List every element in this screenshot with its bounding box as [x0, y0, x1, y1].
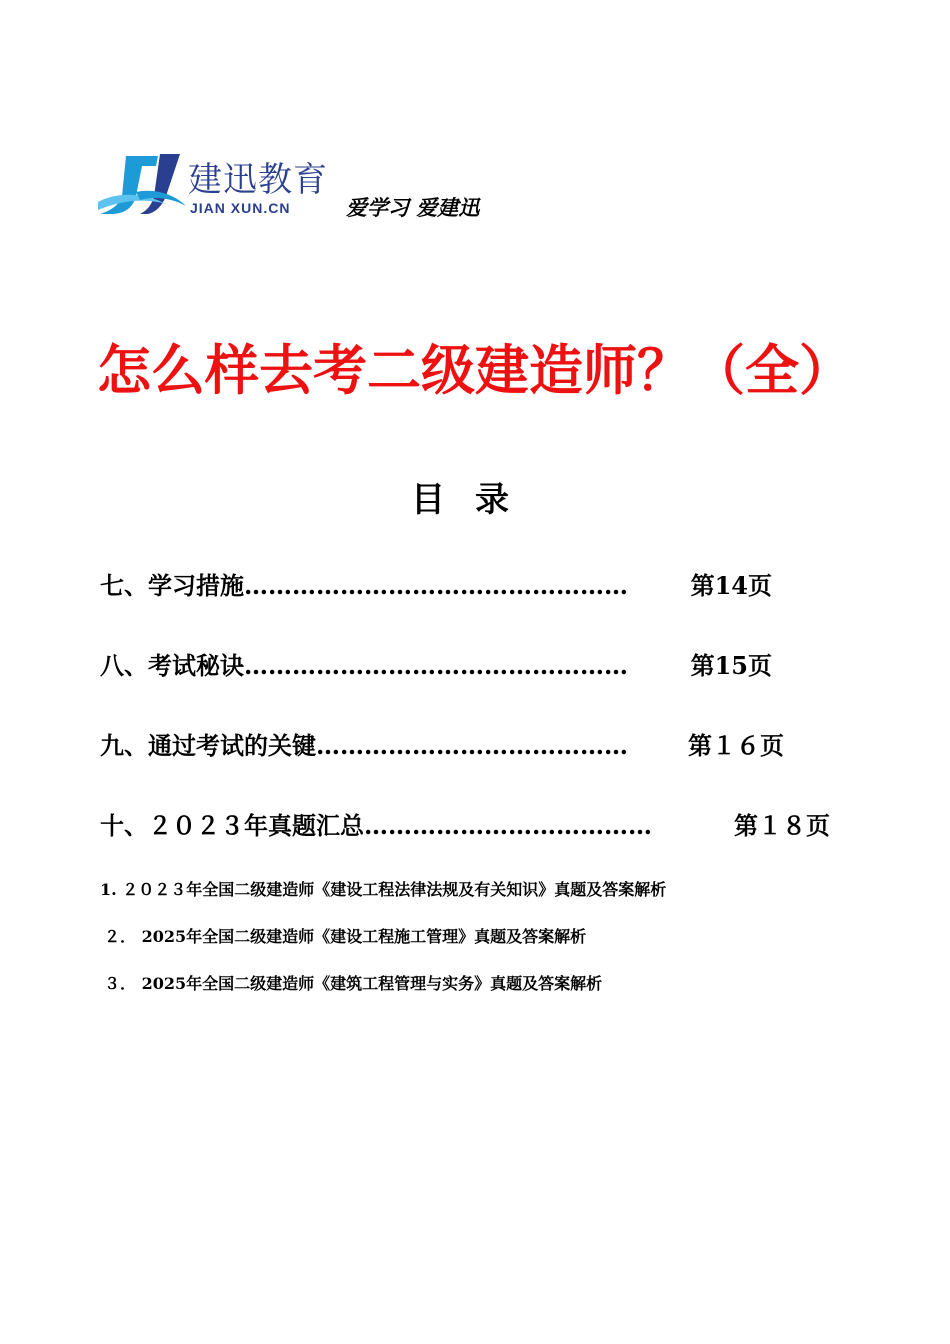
toc-entry-label: 十、２０２３年真题汇总	[100, 811, 364, 840]
toc-entry-page: 第15页	[690, 651, 772, 680]
toc-entry-page: 第１８页	[734, 811, 830, 840]
toc-entry-label: 八、考试秘诀	[100, 651, 244, 680]
toc-sub-entry[interactable]: ２． 2025年全国二级建造师《建设工程施工管理》真题及答案解析	[104, 927, 587, 946]
toc-entry-page: 第14页	[690, 571, 772, 600]
toc-entry-leader: …………………………………………	[244, 571, 628, 600]
toc-entry-label: 九、通过考试的关键	[100, 731, 316, 760]
logo-english-name: JIAN XUN.CN	[190, 200, 291, 216]
toc-entry-label: 七、学习措施	[100, 571, 244, 600]
toc-entry-leader: …………………………………	[316, 731, 628, 760]
toc-heading: 目录	[411, 480, 539, 520]
toc-entry-page: 第１６页	[688, 731, 784, 760]
toc-sub-entry[interactable]: 1. ２０２３年全国二级建造师《建设工程法律法规及有关知识》真题及答案解析	[100, 880, 667, 899]
jianxun-logo-icon	[96, 152, 188, 218]
slogan: 爱学习 爱建迅	[346, 196, 480, 220]
document-title: 怎么样去考二级建造师？（全）	[97, 338, 853, 402]
toc-entry-leader: ………………………………	[364, 811, 652, 840]
toc-entry[interactable]	[100, 726, 784, 761]
toc-entry[interactable]	[100, 806, 830, 841]
toc-entry[interactable]	[100, 566, 772, 601]
toc-entry-leader: …………………………………………	[244, 651, 628, 680]
toc-sub-entry[interactable]: ３． 2025年全国二级建造师《建筑工程管理与实务》真题及答案解析	[104, 974, 603, 993]
logo-chinese-name: 建迅教育	[188, 160, 328, 200]
header-logo	[96, 150, 536, 230]
toc-entry[interactable]	[100, 646, 772, 681]
